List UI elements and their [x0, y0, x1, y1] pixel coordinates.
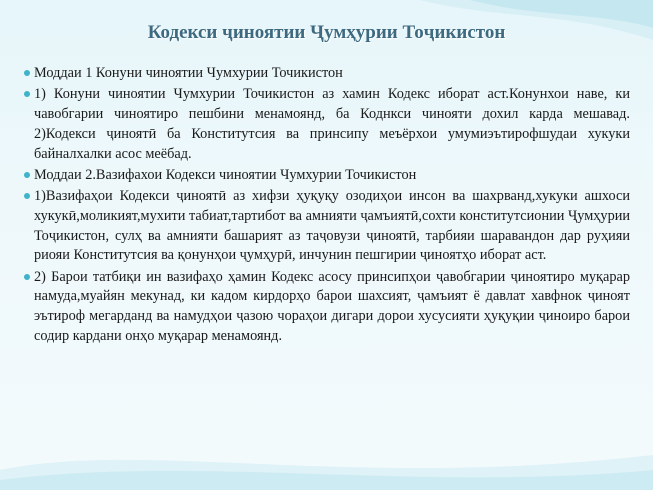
bullet-icon — [24, 274, 30, 280]
paragraph-article-2-heading — [24, 166, 630, 186]
slide-content — [24, 64, 630, 348]
paragraph-article-2-part-1 — [24, 187, 630, 266]
paragraph-text: 1) Конуни чиноятии Чумхурии Точикистон аз хамин Кодекс иборат аст.Конунхои наве, ки чавобгарии чиноятиро пешбини менамоянд, ба Коднкси чинояти дохил карда мешавад. 2)Кодекси ҷиноятӣ ба Конститутсия ва принсипу меъёрхои умумиэътирофшудаи хукуки байналхалки асос меёбад. — [34, 86, 630, 162]
bullet-icon — [24, 172, 30, 178]
bullet-icon — [24, 91, 30, 97]
paragraph-article-2-part-2 — [24, 268, 630, 347]
paragraph-article-1-body — [24, 85, 630, 164]
paragraph-text: 1)Вазифаҳои Кодекси ҷиноятӣ аз хифзи ҳуқуқу озодиҳои инсон ва шахрванд,хукуки ашхоси хукукӣ,моликият,мухити табиат,тартибот ва амнияти ҷамъиятӣ,сохти конститутсионии Ҷумҳурии Тоҷикистон, сулҳ ва амнияти башарият аз таҷовузи ҷиноятӣ, тарбияи шаравандон дар руҳияи риояи Конститутсия ва қонунҳои ҷумҳурӣ, инчунин пешгирии ҷиноятҳо иборат аст. — [34, 188, 631, 264]
slide-title: Кодекси ҷиноятии Ҷумҳурии Тоҷикистон — [147, 22, 506, 43]
paragraph-article-1-heading — [24, 64, 630, 84]
paragraph-text: 2) Барои татбиқи ин вазифаҳо ҳамин Кодекс асосу принсипҳои ҷавобгарии ҷиноятиро муқарар намуда,муайян мекунад, ки кадом кирдорҳо барои шахсият, ҷамъият ё давлат хавфнок ҷиноят эътироф мегарданд ва намудҳои ҷазою чораҳои дигари дорои хусусияти ҳуқуқии ҷиноиро барои содир кардани онҳо муқарар менамоянд. — [34, 268, 630, 344]
paragraph-text: Моддаи 1 Конуни чиноятии Чумхурии Точикистон — [34, 65, 343, 81]
bullet-icon — [24, 193, 30, 199]
bullet-icon — [24, 70, 30, 76]
paragraph-text: Моддаи 2.Вазифахои Кодекси чиноятии Чумхурии Точикистон — [34, 166, 417, 183]
